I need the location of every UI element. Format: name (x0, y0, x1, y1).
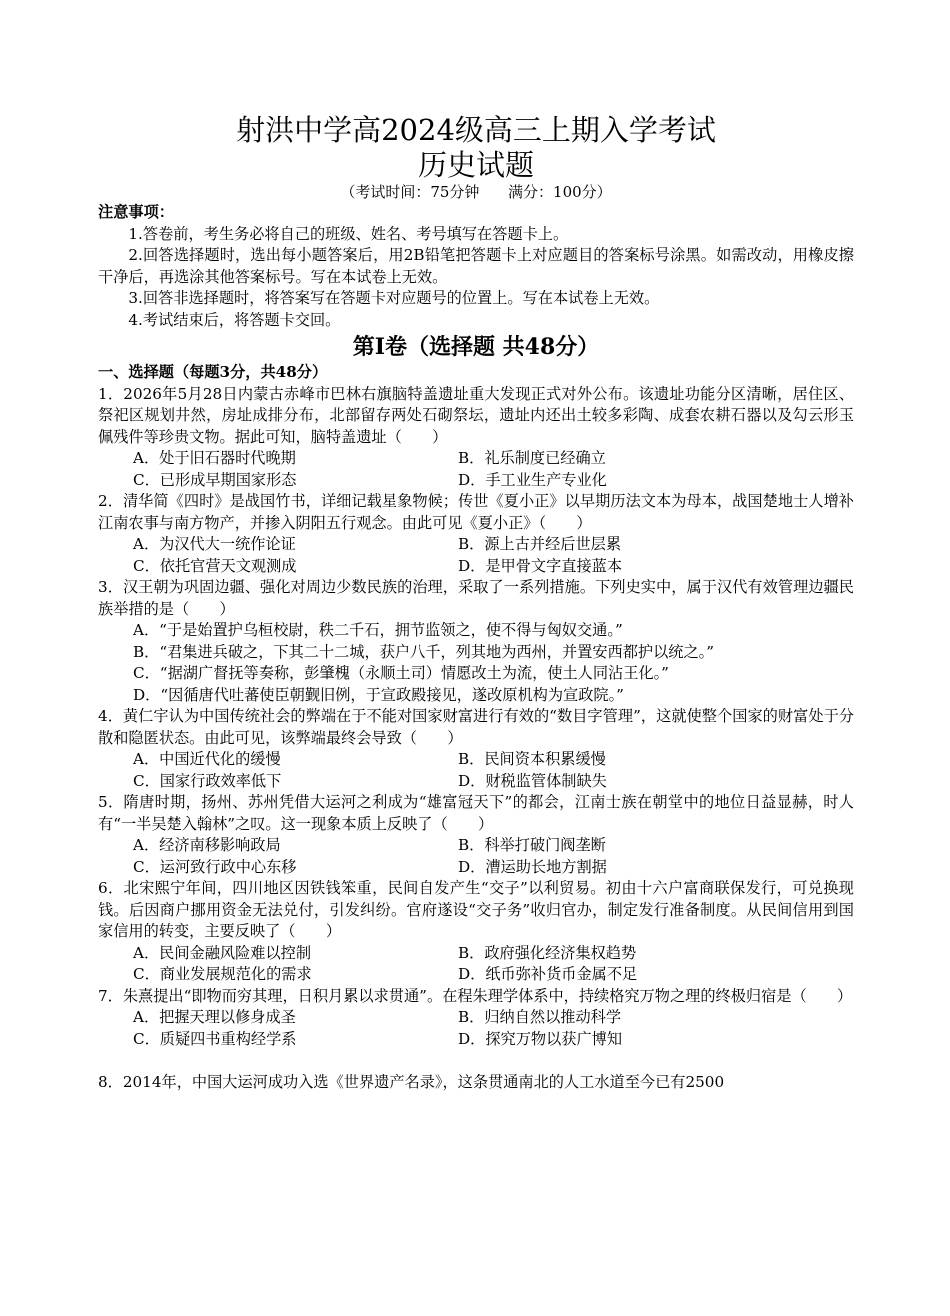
question-stem: 5．隋唐时期，扬州、苏州凭借大运河之利成为“雄富冠天下”的都会，江南士族在朝堂中的地位日益显赫，时人有“一半吴楚入翰林”之叹。这一现象本质上反映了（ ） (98, 793, 854, 833)
option-row (98, 964, 854, 986)
option-a: A．处于旧石器时代晚期 (133, 449, 296, 467)
option-a: A．把握天理以修身成圣 (133, 1008, 296, 1026)
question-stem: 3．汉王朝为巩固边疆、强化对周边少数民族的治理，采取了一系列措施。下列史实中，属于汉代有效管理边疆民族举措的是（ ） (98, 578, 854, 618)
option-c: C．质疑四书重构经学系 (133, 1029, 297, 1048)
option-b: B．科举打破门阀垄断 (458, 836, 606, 854)
section-title: 第I卷（选择题 共48分） (352, 334, 600, 360)
notice-heading: 注意事项： (98, 203, 174, 221)
option-a: A．中国近代化的缓慢 (133, 750, 281, 768)
subject-title: 历史试题 (417, 148, 534, 182)
notice-item: 2.回答选择题时，选出每小题答案后，用2B铅笔把答题卡上对应题目的答案标号涂黑。如需改动，用橡皮擦干净后，再选涂其他答案标号。写在本试卷上无效。 (98, 246, 854, 286)
spacer (98, 1050, 854, 1072)
option-row (98, 857, 854, 879)
option-row (98, 1029, 854, 1051)
option-row (98, 470, 854, 492)
option-c: C．商业发展规范化的需求 (133, 965, 312, 983)
option-c: C．“据湖广督抚等奏称，彭肇槐（永顺土司）情愿改土为流，使土人同沾王化。” (133, 664, 669, 682)
option-row (98, 1007, 854, 1029)
question-stem: 2．清华简《四时》是战国竹书，详细记载星象物候；传世《夏小正》以早期历法文本为母本，战国楚地士人增补江南农事与南方物产，并掺入阴阳五行观念。由此可见《夏小正》（ ） (98, 492, 854, 532)
option-row (98, 943, 854, 965)
option-d: D．探究万物以获广博知 (458, 1029, 623, 1048)
option-d: D．手工业生产专业化 (458, 470, 607, 489)
option-a: A．为汉代大一统作论证 (133, 535, 296, 553)
option-c: C．国家行政效率低下 (133, 771, 282, 790)
option-c: C．运河致行政中心东移 (133, 857, 297, 876)
question-stem: 4．黄仁宇认为中国传统社会的弊端在于不能对国家财富进行有效的“数目字管理”，这就使整个国家的财富处于分散和隐匿状态。由此可见，该弊端最终会导致（ ） (98, 707, 854, 747)
option-c: C．依托官营天文观测成 (133, 556, 297, 575)
option-b: B．民间资本积累缓慢 (458, 750, 606, 768)
notice-item: 3.回答非选择题时，将答案写在答题卡对应题号的位置上。写在本试卷上无效。 (128, 289, 660, 307)
part-heading: 一、选择题（每题3分，共48分） (98, 363, 328, 381)
question-stem: 8．2014年，中国大运河成功入选《世界遗产名录》，这条贯通南北的人工水道至今已有2500 (98, 1073, 725, 1091)
option-d: D．“因循唐代吐蕃使臣朝觐旧例，于宣政殿接见，遂改原机构为宣政院。” (133, 685, 624, 704)
option-c: C．已形成早期国家形态 (133, 470, 297, 489)
option-row (98, 448, 854, 470)
option-b: B．源上古并经后世层累 (458, 535, 622, 553)
exam-meta: （考试时间：75分钟 满分：100分） (340, 183, 612, 201)
option-d: D．漕运助长地方割据 (458, 857, 607, 876)
option-row (98, 749, 854, 771)
option-a: A．经济南移影响政局 (133, 836, 281, 854)
option-row (98, 771, 854, 793)
option-a: A．民间金融风险难以控制 (133, 943, 312, 962)
option-d: D．纸币弥补货币金属不足 (458, 965, 638, 983)
option-b: B．归纳自然以推动科学 (458, 1008, 622, 1026)
option-d: D．是甲骨文字直接蓝本 (458, 556, 623, 575)
exam-title: 射洪中学高2024级高三上期入学考试 (236, 113, 716, 147)
question-stem: 6．北宋熙宁年间，四川地区因铁钱笨重，民间自发产生“交子”以利贸易。初由十六户富商联保发行，可兑换现钱。后因商户挪用资金无法兑付，引发纠纷。官府遂设“交子务”收归官办，制定发行准备制度。从民间信用到国家信用的转变，主要反映了（ ） (98, 879, 854, 940)
exam-paper (98, 112, 854, 1094)
notice-item: 1.答卷前，考生务必将自己的班级、姓名、考号填写在答题卡上。 (128, 224, 569, 243)
notice-item: 4.考试结束后，将答题卡交回。 (128, 310, 341, 329)
option-b: B．政府强化经济集权趋势 (458, 943, 637, 962)
option-row (98, 534, 854, 556)
option-b: B．礼乐制度已经确立 (458, 449, 606, 467)
option-row (98, 835, 854, 857)
question-stem: 1．2026年5月28日内蒙古赤峰市巴林右旗脑特盖遗址重大发现正式对外公布。该遗址功能分区清晰，居住区、祭祀区规划井然，房址成排分布，北部留存两处石砌祭坛，遗址内还出土较多彩陶、成套农耕石器以及勾云形玉佩残件等珍贵文物。据此可知，脑特盖遗址（ ） (98, 384, 854, 446)
option-b: B．“君集进兵破之，下其二十二城，获户八千，列其地为西州，并置安西都护以统之。” (133, 642, 715, 661)
option-row (98, 556, 854, 578)
option-d: D．财税监管体制缺失 (458, 771, 607, 790)
question-stem: 7．朱熹提出“即物而穷其理，日积月累以求贯通”。在程朱理学体系中，持续格究万物之理的终极归宿是（ ） (98, 986, 853, 1005)
option-a: A．“于是始置护乌桓校尉，秩二千石，拥节监领之，使不得与匈奴交通。” (133, 621, 623, 639)
